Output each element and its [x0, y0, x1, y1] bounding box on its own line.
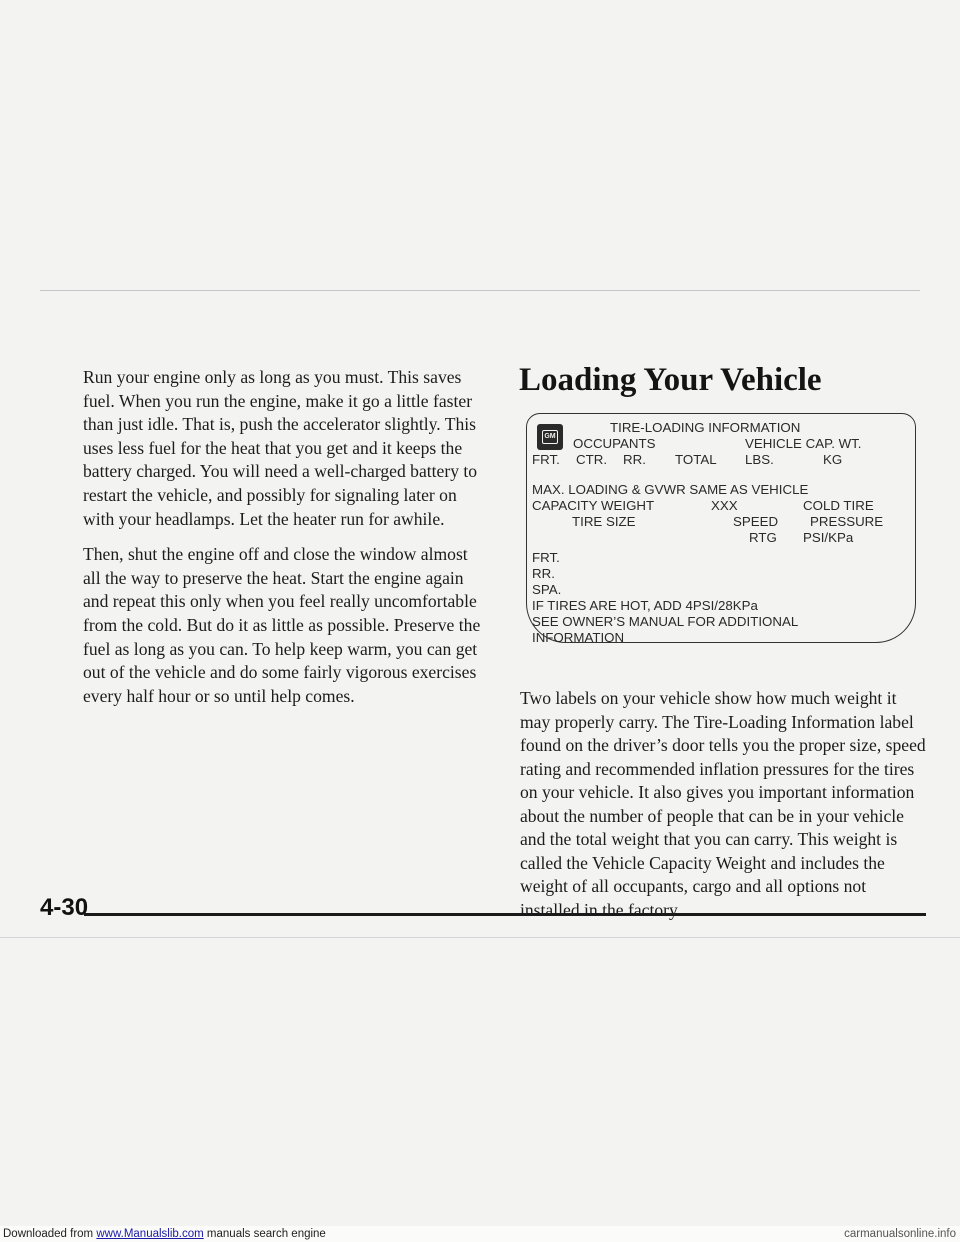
label-xxx: XXX	[711, 498, 738, 513]
left-column	[83, 366, 483, 720]
top-rule	[40, 290, 920, 291]
source-watermark: carmanualsonline.info	[844, 1228, 956, 1240]
section-title: Loading Your Vehicle	[519, 362, 822, 398]
label-pressure: PRESSURE	[810, 514, 884, 529]
label-hot-note: IF TIRES ARE HOT, ADD 4PSI/28KPa	[532, 598, 758, 613]
label-lbs: LBS.	[745, 452, 774, 467]
source-prefix: Downloaded from	[3, 1228, 94, 1240]
label-row-spa: SPA.	[532, 582, 562, 597]
gm-logo-icon: GM	[537, 424, 563, 450]
label-kg: KG	[823, 452, 843, 467]
page-number: 4-30	[40, 894, 89, 921]
left-paragraph-1: Run your engine only as long as you must. This saves fuel. When you run the engine, make it go a little faster than just idle. That is, push the accelerator slightly. This uses less fuel for the heat that you get and it keeps the battery charged. You will need a well-charged battery to restart the vehicle, and possibly for signaling later on with your headlamps. Let the heater run for awhile.	[83, 367, 478, 529]
label-max-loading: MAX. LOADING & GVWR SAME AS VEHICLE	[532, 482, 809, 497]
source-link[interactable]: www.Manualslib.com	[96, 1228, 204, 1240]
label-psi-kpa: PSI/KPa	[803, 530, 854, 545]
label-cold-tire: COLD TIRE	[803, 498, 874, 513]
label-rr: RR.	[623, 452, 646, 467]
faint-rule	[0, 937, 960, 938]
label-ctr: CTR.	[576, 452, 608, 467]
label-total: TOTAL	[675, 452, 717, 467]
label-row-frt: FRT.	[532, 550, 560, 565]
label-occupants: OCCUPANTS	[573, 436, 656, 451]
label-speed: SPEED	[733, 514, 779, 529]
label-heading: TIRE-LOADING INFORMATION	[610, 420, 801, 435]
source-bar	[0, 1226, 960, 1242]
label-tire-size: TIRE SIZE	[572, 514, 636, 529]
label-row-rr: RR.	[532, 566, 555, 581]
label-capacity-weight: CAPACITY WEIGHT	[532, 498, 655, 513]
label-vehicle-cap-wt: VEHICLE CAP. WT.	[745, 436, 862, 451]
label-frt: FRT.	[532, 452, 560, 467]
label-rtg: RTG	[749, 530, 777, 545]
source-suffix: manuals search engine	[206, 1228, 326, 1240]
label-manual-note-line-2: INFORMATION	[532, 630, 625, 645]
left-paragraph-2: Then, shut the engine off and close the window almost all the way to preserve the heat. Start the engine again and repeat this only when you feel really uncomfortable from the cold. But do it as little as possible. Preserve the fuel as long as you can. To help keep warm, you can get out of the vehicle and do some fairly vigorous exercises every half hour or so until help comes.	[83, 544, 481, 706]
bottom-rule	[84, 913, 926, 916]
tire-loading-label	[526, 413, 916, 643]
right-column	[520, 687, 930, 922]
label-manual-note-line-1: SEE OWNER’S MANUAL FOR ADDITIONAL	[532, 614, 799, 629]
right-paragraph: Two labels on your vehicle show how much weight it may properly carry. The Tire-Loading Information label found on the driver’s door tells you the proper size, speed rating and recommended inflation pressures for the tires on your vehicle. It also gives you important information about the number of people that can be in your vehicle and the total weight that you can carry. This weight is called the Vehicle Capacity Weight and includes the weight of all occupants, cargo and all options not installed in the factory.	[520, 688, 926, 920]
